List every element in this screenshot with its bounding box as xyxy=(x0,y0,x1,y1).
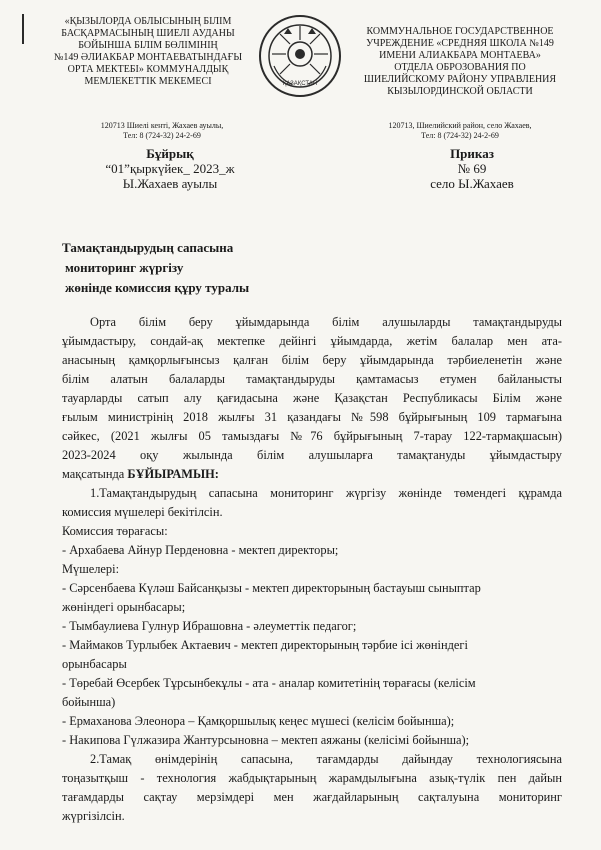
header-left-line: БОЙЫНША БІЛІМ БӨЛІМІНІҢ xyxy=(78,40,218,51)
purpose-text: мақсатында xyxy=(62,467,128,481)
order-keyword: БҰЙЫРАМЫН: xyxy=(127,467,219,481)
emblem-label: ҚАЗАҚСТАН xyxy=(282,81,318,87)
header-left-line: ОРТА МЕКТЕБІ» КОММУНАЛДЫҚ xyxy=(67,64,229,75)
order-title: Приказ xyxy=(450,146,494,161)
body-line: жүргізілсін. xyxy=(62,809,125,823)
members-list xyxy=(62,579,562,750)
members-label: Мүшелері: xyxy=(62,562,120,576)
header-left-line: БАСҚАРМАСЫНЫҢ ШИЕЛІ АУДАНЫ xyxy=(61,28,235,39)
order-place: село Ы.Жахаев xyxy=(430,176,514,191)
header-right-line: ШИЕЛИЙСКОМУ РАЙОНУ УПРАВЛЕНИЯ xyxy=(363,74,557,85)
chair-entry: - Архабаева Айнур Перденовна - мектеп директоры; xyxy=(62,543,339,557)
member-line: - Ермаханова Элеонора – Қамқоршылық кеңес мүшесі (келісім бойынша); xyxy=(62,714,455,728)
body-line: сәйкес, (2021 жылғы 05 тамыздағы №76 бұйрығының 7-тарау 122-тармақшасын) xyxy=(62,429,562,443)
member-line: - Накипова Гүлжазира Жантурсыновна – мектеп аяжаны (келісімі бойынша); xyxy=(62,733,470,747)
list-item xyxy=(62,731,562,750)
body-line: тоңазытқыш - технология жабдықтарының жарамдылығына азық-түлік пен дайын xyxy=(62,771,562,785)
title-line: жөнінде комиссия құру туралы xyxy=(65,280,250,295)
body-line: ғылым министрінің 2018 жылғы 31 қазандағы №598 бұйрығының 109 тармағына xyxy=(62,410,562,424)
body-line: комиссия мүшелері бекітілсін. xyxy=(62,505,223,519)
address-line: 120713 Шиелі кенті, Жахаев ауылы, xyxy=(100,121,224,130)
body-line: анасының қамқорлығынсыз қалған білім беру ұйымдарында тәрбиеленетін және xyxy=(62,353,562,367)
order-block-kazakh xyxy=(70,146,270,191)
title-line: Тамақтандырудың сапасына xyxy=(62,240,234,255)
body-line: білім алатын балаларды тамақтандыруды қамтамасыз етумен байланысты xyxy=(62,372,562,386)
phone-line: Тел: 8 (724-32) 24-2-69 xyxy=(123,131,201,140)
document-title xyxy=(62,238,382,298)
member-line: - Төребай Өсербек Тұрсынбекұлы - ата - аналар комитетінің төрағасы (келісім xyxy=(62,676,476,690)
order-number: № 69 xyxy=(457,161,487,176)
header-right-line: ОТДЕЛА ОБРОЗОВАНИЯ ПО xyxy=(394,62,526,73)
list-item xyxy=(62,617,562,636)
header-left-line: МЕМЛЕКЕТТІК МЕКЕМЕСІ xyxy=(84,76,212,87)
member-line: бойынша) xyxy=(62,695,116,709)
member-line: - Сәрсенбаева Күләш Байсанқызы - мектеп директорының бастауыш сыныптар xyxy=(62,581,481,595)
list-item xyxy=(62,579,562,617)
header-left-line: «ҚЫЗЫЛОРДА ОБЛЫСЫНЫҢ БІЛІМ xyxy=(64,16,232,27)
handwritten-mark xyxy=(22,14,24,44)
header-right-russian xyxy=(355,26,565,98)
phone-line: Тел: 8 (724-32) 24-2-69 xyxy=(421,131,499,140)
header-right-line: КЫЗЫЛОРДИНСКОЙ ОБЛАСТИ xyxy=(387,86,533,97)
body-line: тағамдарды сақтау мерзімдері мен жағдайларының сақталуына мониторинг xyxy=(62,790,562,804)
body-line: 2.Тамақ өнімдерінің сапасына, тағамдарды дайындау технологиясына xyxy=(90,752,562,766)
member-line: орынбасары xyxy=(62,657,127,671)
header-right-line: УЧРЕЖДЕНИЕ «СРЕДНЯЯ ШКОЛА №149 xyxy=(366,38,554,49)
list-item xyxy=(62,712,562,731)
body-line: тауарларды сатып алу қағидасына және Қазақстан Республикасы Білім және xyxy=(62,391,562,405)
body-line: ұйымдастыру, сондай-ақ мектепке дейінгі ұйымдарда, жетім балалар мен ата- xyxy=(62,334,562,348)
member-line: - Маймаков Турлыбек Актаевич - мектеп директорының тәрбие ісі жөніндегі xyxy=(62,638,468,652)
address-line: 120713, Шиелийский район, село Жахаев, xyxy=(388,121,532,130)
item-2 xyxy=(62,750,562,826)
address-right xyxy=(350,121,570,141)
list-item xyxy=(62,636,562,674)
order-block-russian xyxy=(372,146,572,191)
document-body xyxy=(62,313,562,826)
order-place: Ы.Жахаев ауылы xyxy=(122,176,218,191)
member-line: - Тымбаулиева Гулнур Ибрашовна - әлеуметтік педагог; xyxy=(62,619,357,633)
header-left-kazakh xyxy=(52,16,244,88)
member-line: жөніндегі орынбасары; xyxy=(62,600,186,614)
preamble-paragraph xyxy=(62,313,562,484)
body-line: Орта білім беру ұйымдарында білім алушыларды тамақтандыруды xyxy=(90,315,562,329)
item-1 xyxy=(62,484,562,522)
order-date: “01”қыркүйек_ 2023_ж xyxy=(105,161,235,176)
title-line: мониторинг жүргізу xyxy=(65,260,184,275)
header-right-line: ИМЕНИ АЛИАКБАРА МОНТАЕВА» xyxy=(379,50,541,61)
header-right-line: КОММУНАЛЬНОЕ ГОСУДАРСТВЕННОЕ xyxy=(366,26,554,37)
list-item xyxy=(62,674,562,712)
order-title: Бұйрық xyxy=(146,146,194,161)
chair-label: Комиссия төрағасы: xyxy=(62,524,168,538)
header-left-line: №149 ӘЛИАКБАР МОНТАЕВАТЫНДАҒЫ xyxy=(53,52,243,63)
body-line: 2023-2024 оқу жылында білім алушыларға тамақтануды ұйымдастыру xyxy=(62,448,562,462)
body-line: 1.Тамақтандырудың сапасына мониторинг жүргізу жөнінде төмендегі құрамда xyxy=(90,486,562,500)
address-left xyxy=(62,121,262,141)
state-emblem-icon xyxy=(258,14,342,98)
body-line xyxy=(62,465,562,484)
